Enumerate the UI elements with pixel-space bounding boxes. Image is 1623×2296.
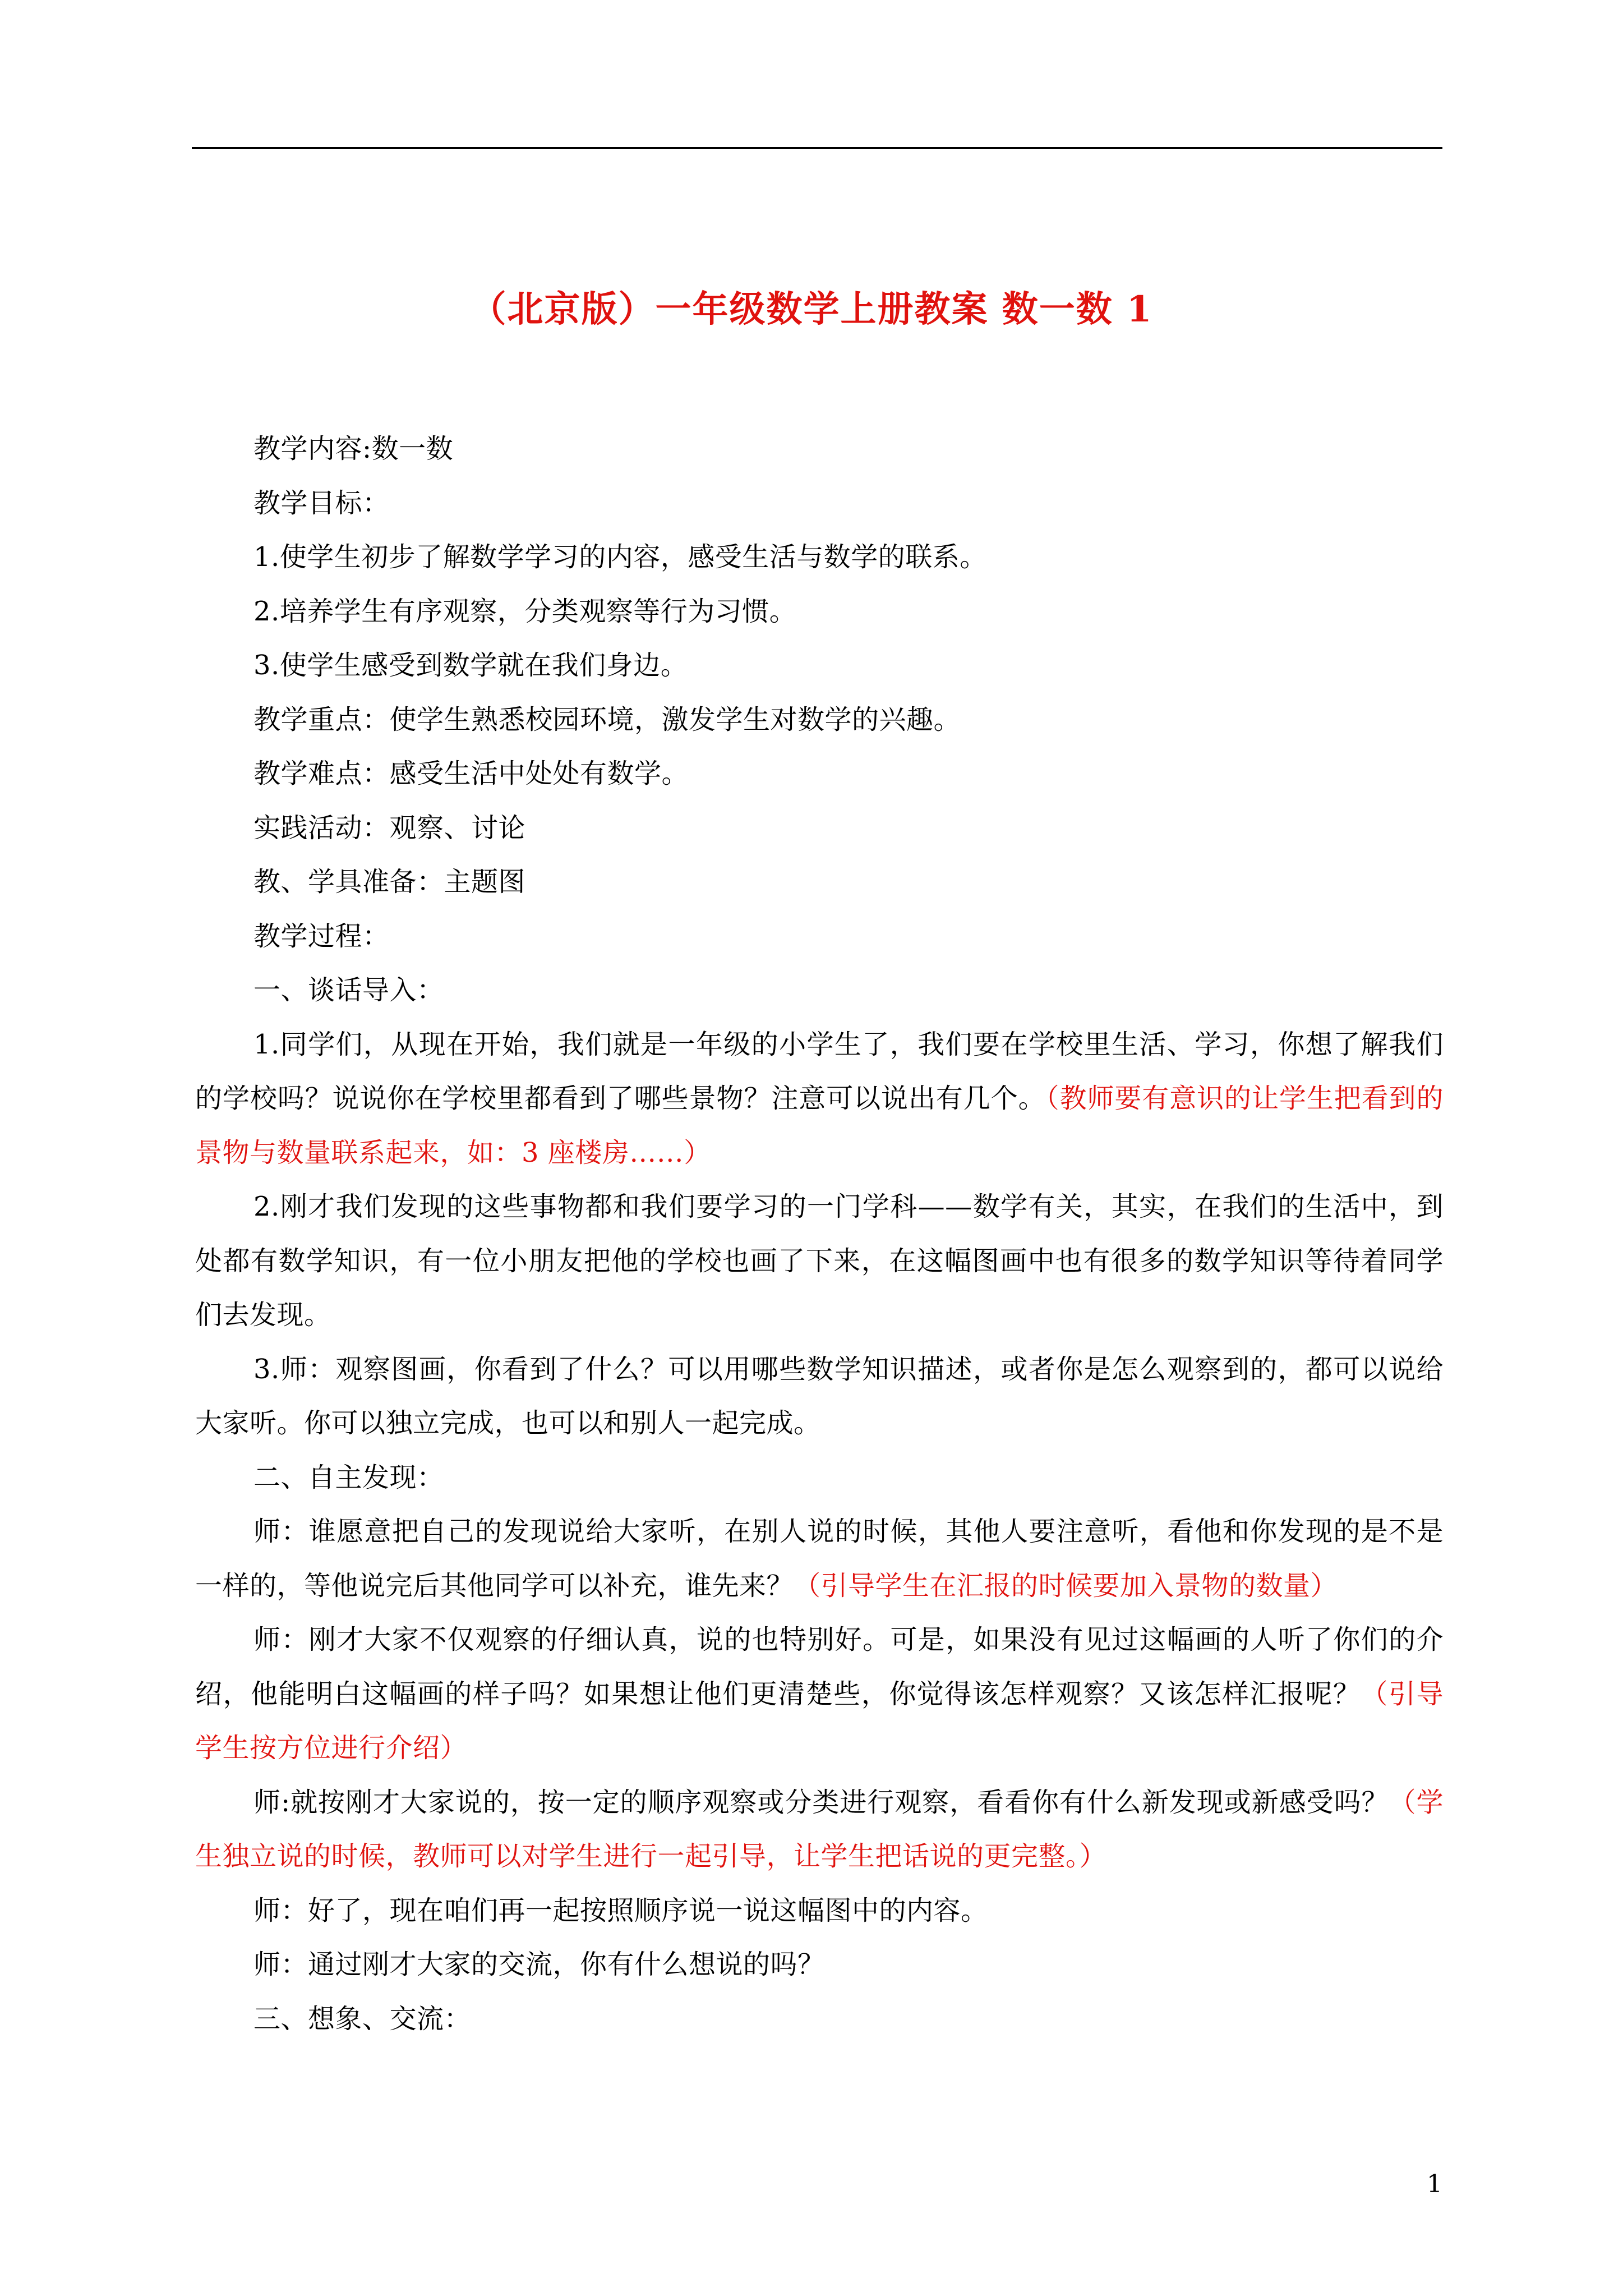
paragraph-text: 师：好了，现在咱们再一起按照顺序说一说这幅图中的内容。 (253, 1894, 988, 1926)
paragraph (195, 585, 1444, 639)
teacher-note: （教师要有意识的让学生把看到的景物与数量联系起来，如：3 座楼房……） (195, 1083, 1444, 1168)
paragraph (195, 747, 1444, 801)
paragraph (195, 1884, 1444, 1938)
paragraph (195, 530, 1444, 585)
paragraph-text: 1.同学们，从现在开始，我们就是一年级的小学生了，我们要在学校里生活、学习，你想了解我们的学校吗？说说你在学校里都看到了哪些景物？注意可以说出有几个。 (195, 1028, 1444, 1114)
paragraph (195, 1504, 1444, 1613)
section-heading (195, 1451, 1444, 1505)
paragraph-text: 师：刚才大家不仅观察的仔细认真，说的也特别好。可是，如果没有见过这幅画的人听了你们的介绍，他能明白这幅画的样子吗？如果想让他们更清楚些，你觉得该怎样观察？又该怎样汇报呢？ (195, 1624, 1444, 1710)
paragraph-text: 师：通过刚才大家的交流，你有什么想说的吗？ (253, 1949, 825, 1980)
paragraph-text: 教学目标： (253, 487, 390, 519)
paragraph (195, 693, 1444, 747)
teacher-note: （引导学生按方位进行介绍） (195, 1678, 1444, 1764)
section-heading (195, 1992, 1444, 2046)
paragraph (195, 422, 1444, 476)
paragraph (195, 1613, 1444, 1775)
paragraph-text: 教学过程： (253, 920, 390, 952)
page-number: 1 (1427, 2170, 1442, 2198)
teacher-note: （引导学生在汇报的时候要加入景物的数量） (794, 1570, 1338, 1602)
document-body (195, 422, 1444, 2046)
paragraph-text: 师：谁愿意把自己的发现说给大家听，在别人说的时候，其他人要注意听，看他和你发现的是不是一样的，等他说完后其他同学可以补充，谁先来？ (195, 1516, 1444, 1602)
paragraph-text: 师:就按刚才大家说的，按一定的顺序观察或分类进行观察，看看你有什么新发现或新感受吗？ (253, 1786, 1389, 1818)
paragraph-text: 教学内容:数一数 (253, 433, 454, 464)
teacher-note: （学生独立说的时候，教师可以对学生进行一起引导，让学生把话说的更完整。） (195, 1786, 1444, 1872)
paragraph (195, 1775, 1444, 1884)
paragraph-text: 实践活动：观察、讨论 (253, 812, 526, 844)
paragraph (195, 855, 1444, 909)
paragraph (195, 1180, 1444, 1342)
paragraph-text: 2.培养学生有序观察，分类观察等行为习惯。 (253, 595, 797, 627)
paragraph-text: 二、自主发现： (253, 1461, 444, 1493)
paragraph-text: 教学重点：使学生熟悉校园环境，激发学生对数学的兴趣。 (253, 703, 961, 735)
paragraph (195, 909, 1444, 964)
paragraph-text: 教学难点：感受生活中处处有数学。 (253, 758, 689, 789)
paragraph (195, 1342, 1444, 1451)
paragraph (195, 638, 1444, 693)
paragraph-text: 三、想象、交流： (253, 2003, 472, 2035)
paragraph (195, 476, 1444, 531)
paragraph-text: 1.使学生初步了解数学学习的内容，感受生活与数学的联系。 (253, 541, 987, 573)
paragraph-text: 2.刚才我们发现的这些事物都和我们要学习的一门学科——数学有关，其实，在我们的生活中，到处都有数学知识，有一位小朋友把他的学校也画了下来，在这幅图画中也有很多的数学知识等待着同学们去发现。 (195, 1191, 1444, 1331)
paragraph-text: 一、谈话导入： (253, 974, 444, 1006)
section-heading (195, 963, 1444, 1018)
paragraph (195, 1018, 1444, 1180)
paragraph-text: 3.师：观察图画，你看到了什么？可以用哪些数学知识描述，或者你是怎么观察到的，都可以说给大家听。你可以独立完成，也可以和别人一起完成。 (195, 1353, 1444, 1439)
document-title: （北京版）一年级数学上册教案 数一数 1 (470, 288, 1153, 330)
paragraph (195, 801, 1444, 855)
paragraph-text: 3.使学生感受到数学就在我们身边。 (253, 650, 688, 681)
header-rule (192, 147, 1442, 149)
paragraph-text: 教、学具准备：主题图 (253, 866, 526, 898)
paragraph (195, 1938, 1444, 1992)
